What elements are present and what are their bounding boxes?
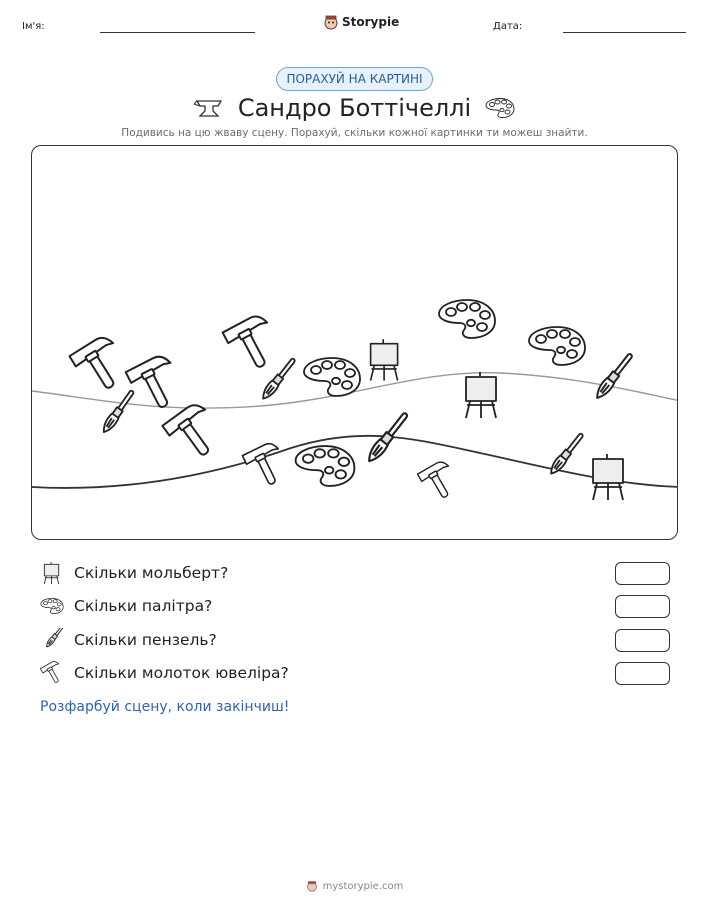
hammer-4	[162, 400, 226, 465]
hammer-icon	[40, 661, 64, 685]
easel-icon	[40, 561, 64, 585]
easel-1	[371, 339, 398, 380]
palette-2	[304, 358, 360, 396]
badge-wrap	[0, 67, 709, 91]
page-title: Сандро Боттічеллі	[237, 94, 472, 122]
question-text: Скільки молоток ювеліра?	[74, 664, 289, 682]
easel-2	[466, 372, 496, 418]
palette-4	[296, 446, 355, 486]
name-label: Ім'я:	[22, 21, 45, 32]
answer-box-easel[interactable]	[615, 562, 670, 585]
question-row-palette	[40, 594, 670, 618]
logo-text: Storypie	[342, 15, 400, 29]
storypie-mascot-icon	[323, 14, 339, 30]
answer-box-palette[interactable]	[615, 595, 670, 618]
hammer-2	[126, 352, 187, 415]
answer-box-brush[interactable]	[615, 629, 670, 652]
question-row-easel	[40, 561, 670, 585]
question-text: Скільки мольберт?	[74, 564, 229, 582]
question-row-hammer	[40, 661, 670, 685]
hammer-3	[223, 312, 284, 375]
hammer-1	[69, 333, 132, 397]
instructions: Подивись на цю жваву сцену. Порахуй, скільки кожної картинки ти можеш знайти.	[121, 127, 588, 139]
paintbrush-icon	[40, 628, 64, 652]
scene-illustration	[32, 146, 678, 540]
palette-1	[439, 300, 495, 338]
site-footer	[0, 880, 709, 892]
date-label: Дата:	[493, 21, 523, 32]
subtitle-wrap	[0, 127, 709, 139]
easel-3	[593, 454, 623, 500]
question-text: Скільки пензель?	[74, 631, 217, 649]
date-line[interactable]	[563, 32, 686, 33]
palette-3	[529, 327, 585, 365]
title-row	[0, 94, 709, 122]
storypie-mascot-icon	[306, 880, 318, 892]
storypie-logo	[323, 14, 399, 30]
question-row-brush	[40, 628, 670, 652]
brush-4	[547, 431, 585, 476]
scene-frame	[31, 145, 678, 540]
color-instruction: Розфарбуй сцену, коли закінчиш!	[40, 699, 290, 715]
site-url[interactable]: mystorypie.com	[322, 880, 404, 892]
answer-box-hammer[interactable]	[615, 662, 670, 685]
anvil-icon	[194, 96, 224, 120]
palette-icon	[40, 594, 64, 618]
count-badge: ПОРАХУЙ НА КАРТИНІ	[276, 67, 432, 91]
palette-icon	[485, 95, 515, 121]
hammer-6	[418, 459, 461, 503]
hammer-5	[242, 440, 290, 490]
hill-front-line	[32, 436, 678, 488]
question-text: Скільки палітра?	[74, 597, 213, 615]
name-line[interactable]	[100, 32, 255, 33]
brush-1	[100, 388, 136, 434]
brush-5	[593, 351, 635, 401]
